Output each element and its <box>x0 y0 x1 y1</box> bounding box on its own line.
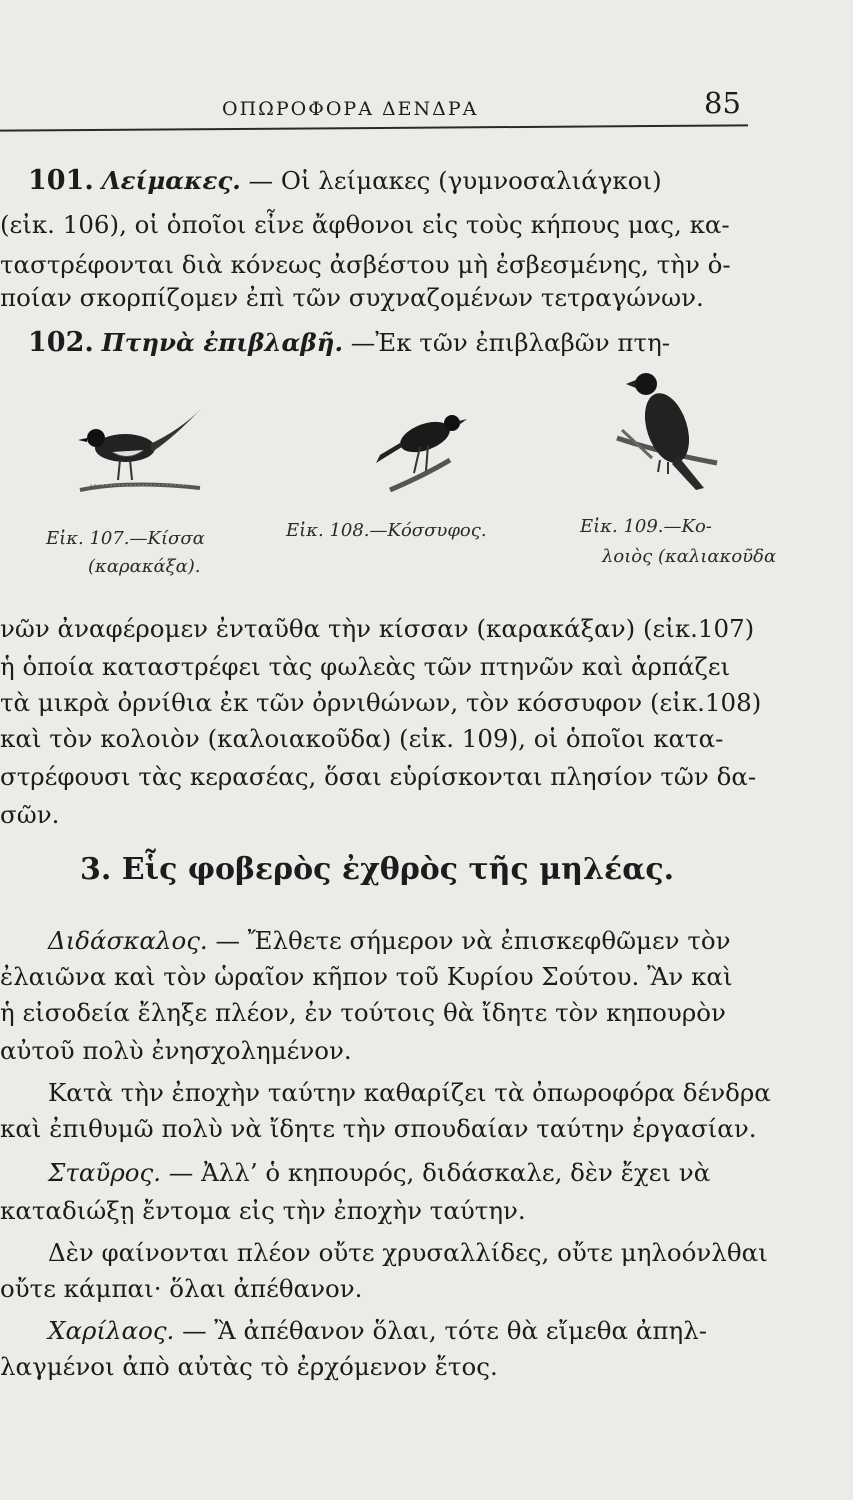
dialogue-line: Κατὰ τὴν ἐποχὴν ταύτην καθαρίζει τὰ ὀπωροφόρα δένδρα <box>48 1078 771 1107</box>
section-102-line: τὰ μικρὰ ὀρνίθια ἐκ τῶν ὀρνιθώνων, τὸν κόσσυφον (εἰκ.108) <box>0 688 762 717</box>
section-102-line: καὶ τὸν κολοιὸν (καλοιακοῦδα) (εἰκ. 109), οἱ ὁποῖοι κατα- <box>0 724 724 753</box>
figure-109-caption: Εἰκ. 109.—Κο- <box>580 516 712 537</box>
dialogue-line: Δὲν φαίνονται πλέον οὔτε χρυσαλλίδες, οὔτε μηλοόνλθαι <box>48 1238 768 1267</box>
section-101-first-line <box>28 166 662 196</box>
speaker-name: Χαρίλαος. <box>48 1316 175 1345</box>
dialogue-line: αὐτοῦ πολὺ ἐνησχολημένον. <box>0 1036 352 1065</box>
running-header: ΟΠΩΡΟΦΟΡΑ ΔΕΝΔΡΑ <box>222 98 479 120</box>
section-101-line: — Οἱ λείμακες (γυμνοσαλιάγκοι) <box>248 166 662 195</box>
header-rule <box>0 124 748 131</box>
section-101-line: ταστρέφονται διὰ κόνεως ἀσβέστου μὴ ἐσβεσμένης, τὴν ὁ- <box>0 250 731 279</box>
blackbird-icon <box>370 405 470 500</box>
section-102-first-line <box>28 328 670 358</box>
speaker-name: Διδάσκαλος. <box>48 926 208 955</box>
section-101-line: (εἰκ. 106), οἱ ὁποῖοι εἶνε ἄφθονοι εἰς τοὺς κήπους μας, κα- <box>0 210 730 239</box>
section-102-line: στρέφουσι τὰς κερασέας, ὅσαι εὑρίσκονται πλησίον τῶν δα- <box>0 762 757 791</box>
section-101-line: ποίαν σκορπίζομεν ἐπὶ τῶν συχναζομένων τετραγώνων. <box>0 283 704 312</box>
dialogue-line <box>48 926 731 956</box>
figure-109-caption: λοιὸς (καλιακοῦδα <box>602 546 777 567</box>
dialogue-text: — Ἔλθετε σήμερον νὰ ἐπισκεφθῶμεν τὸν <box>215 926 731 955</box>
jackdaw-icon <box>612 368 722 498</box>
section-101-number: 101. <box>28 165 94 196</box>
figure-107-caption: (καρακάξα). <box>88 556 201 577</box>
dialogue-line: οὔτε κάμπαι· ὅλαι ἀπέθανον. <box>0 1274 363 1303</box>
dialogue-text: — Ἀλλ’ ὁ κηπουρός, διδάσκαλε, δὲν ἔχει νὰ <box>168 1158 711 1187</box>
speaker-name: Σταῦρος. <box>48 1158 161 1187</box>
figure-107-caption: Εἰκ. 107.—Κίσσα <box>46 528 205 549</box>
section-3-heading: 3. Εἷς φοβερὸς ἐχθρὸς τῆς μηλέας. <box>80 852 675 887</box>
dialogue-line <box>48 1316 707 1346</box>
dialogue-line: καὶ ἐπιθυμῶ πολὺ νὰ ἴδητε τὴν σπουδαίαν ταύτην ἐργασίαν. <box>0 1114 757 1143</box>
dialogue-line: καταδιώξῃ ἔντομα εἰς τὴν ἐποχὴν ταύτην. <box>0 1196 526 1225</box>
section-101-title: Λείμακες. <box>101 166 241 195</box>
dialogue-line: ἡ εἰσοδεία ἔληξε πλέον, ἐν τούτοις θὰ ἴδητε τὸν κηπουρὸν <box>0 998 726 1027</box>
dialogue-text: — Ἂ ἀπέθανον ὅλαι, τότε θὰ εἴμεθα ἀπηλ- <box>182 1316 707 1345</box>
dialogue-line: ἐλαιῶνα καὶ τὸν ὡραῖον κῆπον τοῦ Κυρίου Σούτου. Ἂν καὶ <box>0 962 733 991</box>
section-102-first-line-rest: —Ἐκ τῶν ἐπιβλαβῶν πτη- <box>350 328 671 357</box>
section-102-line: σῶν. <box>0 800 60 829</box>
section-102-title: Πτηνὰ ἐπιβλαβῆ. <box>101 328 343 357</box>
dialogue-line <box>48 1158 710 1188</box>
figure-108-caption: Εἰκ. 108.—Κόσσυφος. <box>286 520 487 541</box>
section-102-line: νῶν ἀναφέρομεν ἐνταῦθα τὴν κίσσαν (καρακάξαν) (εἰκ.107) <box>0 614 755 643</box>
page-number: 85 <box>704 86 741 120</box>
dialogue-line: λαγμένοι ἀπὸ αὐτὰς τὸ ἐρχόμενον ἔτος. <box>0 1352 498 1381</box>
section-102-number: 102. <box>28 327 94 358</box>
magpie-icon <box>70 400 210 500</box>
section-102-line: ἡ ὁποία καταστρέφει τὰς φωλεὰς τῶν πτηνῶν καὶ ἁρπάζει <box>0 652 731 681</box>
